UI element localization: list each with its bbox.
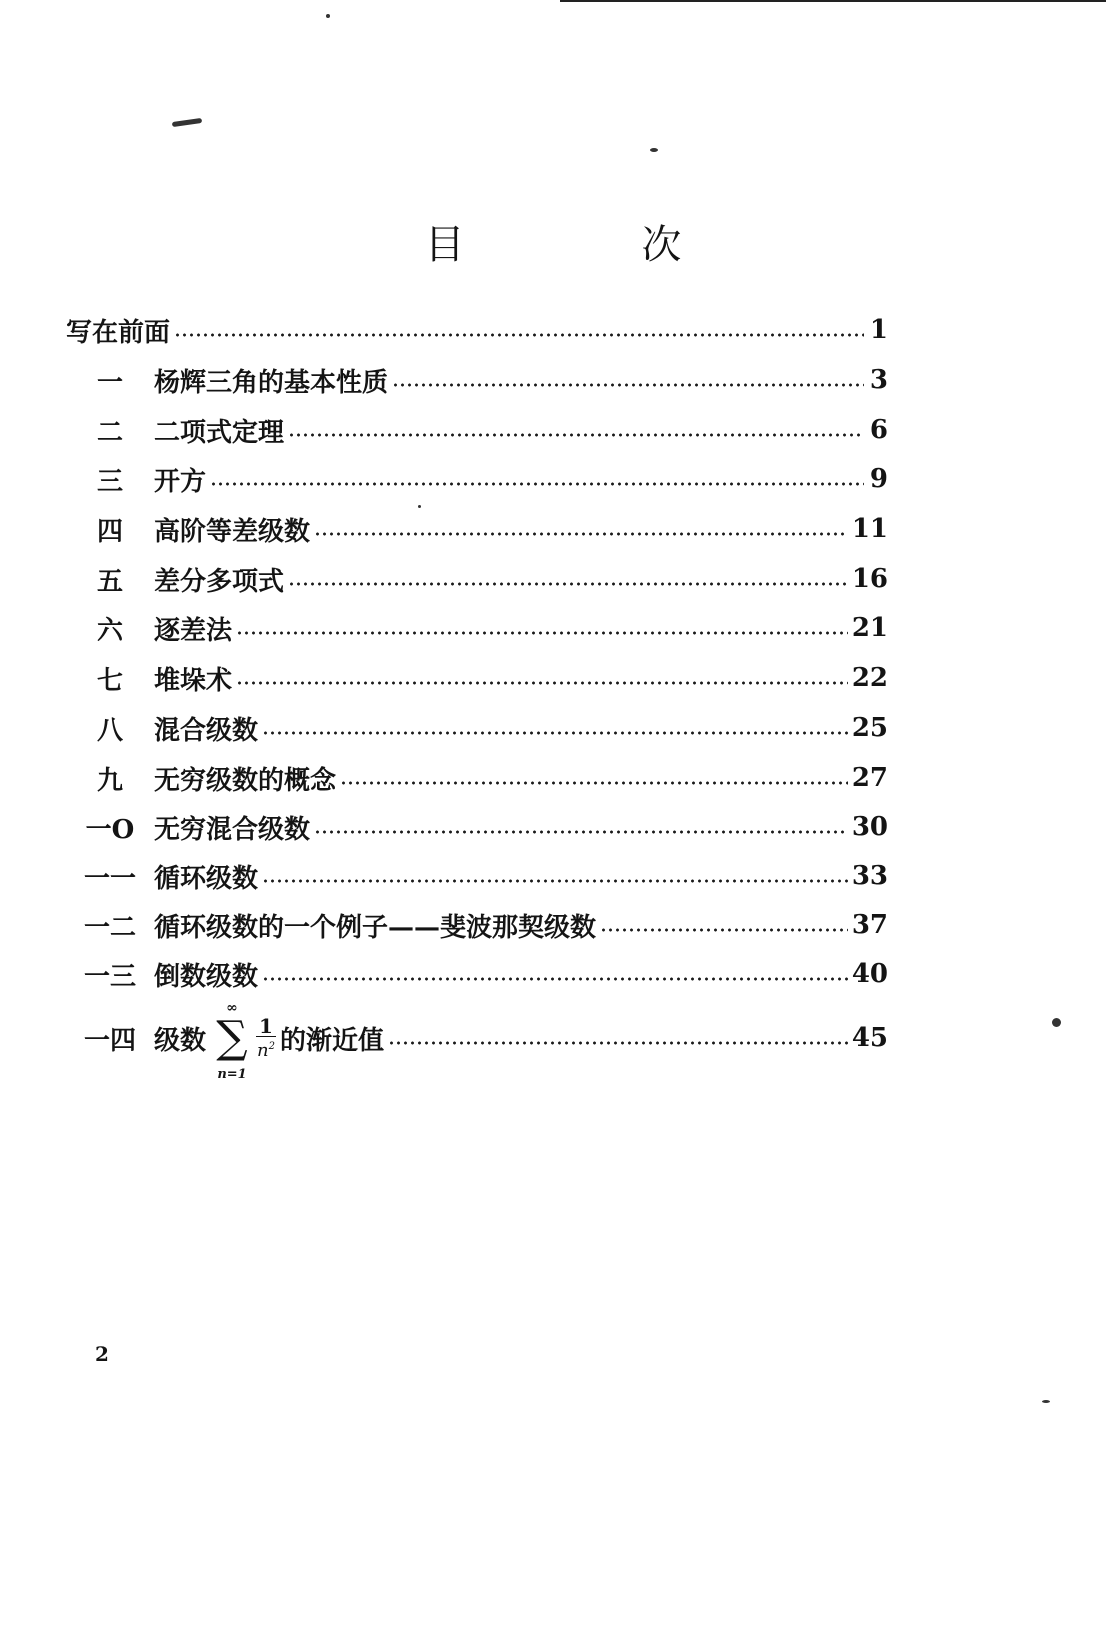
- toc-entry-number: 一一: [83, 863, 136, 894]
- toc-entry-label: 差分多项式: [154, 566, 285, 597]
- toc-entry: [66, 509, 888, 549]
- scan-speck: [1042, 1400, 1050, 1403]
- toc-entry-page: 1: [869, 315, 888, 345]
- fraction-numerator: 1: [256, 1016, 276, 1037]
- toc-entry-page: 40: [851, 959, 888, 989]
- toc-entry-page: 45: [851, 1023, 888, 1053]
- denominator-variable: n: [256, 1039, 269, 1061]
- toc-entry-number: 八: [96, 715, 123, 746]
- toc-entry-number: 三: [96, 466, 123, 497]
- toc-entry-number: 七: [96, 665, 123, 696]
- scan-speck: [1052, 1018, 1061, 1027]
- dot-leader: [262, 977, 848, 981]
- summation-lower-limit: n=1: [217, 1067, 247, 1082]
- toc-entry-number: 九: [96, 765, 123, 796]
- toc-entry-page: 25: [851, 713, 888, 743]
- toc-entry-number: 一四: [83, 1025, 136, 1056]
- toc-entry-label: 混合级数: [154, 715, 259, 746]
- scan-speck: [172, 118, 202, 127]
- toc-entry-label: 循环级数: [154, 863, 259, 894]
- summation-upper-limit: ∞: [226, 1000, 238, 1016]
- toc-entry-label: 无穷混合级数: [154, 814, 311, 845]
- scan-speck: [418, 505, 421, 508]
- toc-entry-number: 一: [96, 367, 123, 398]
- toc-entry: [66, 856, 888, 896]
- fraction: [256, 1013, 276, 1061]
- toc-entry-number: 一三: [83, 961, 136, 992]
- dot-leader: [340, 781, 848, 785]
- toc-entry-label: 高阶等差级数: [154, 516, 311, 547]
- toc-entry: [66, 758, 888, 798]
- toc-entry: [66, 708, 888, 748]
- toc-entry: [66, 459, 888, 499]
- toc-entry-label: 堆垛术: [154, 665, 233, 696]
- toc-entry-page: 21: [851, 613, 888, 643]
- toc-entry-page: 11: [851, 514, 888, 544]
- dot-leader: [600, 928, 848, 932]
- toc-entry: [66, 905, 888, 945]
- summation-sign: [210, 1000, 254, 1082]
- toc-entry-page: 33: [851, 861, 888, 891]
- toc-entry-label: 开方: [154, 466, 207, 497]
- toc-entry: [66, 807, 888, 847]
- toc-entry: [66, 954, 888, 994]
- dot-leader: [314, 532, 848, 536]
- toc-entry-number: 二: [96, 417, 123, 448]
- toc-entry-page: 27: [851, 763, 888, 793]
- toc-entry-page: 37: [851, 910, 888, 940]
- toc-entry: [66, 360, 888, 400]
- toc-entry-label-prefix: 级数: [154, 1025, 207, 1056]
- toc-entry-label: 二项式定理: [154, 417, 285, 448]
- dot-leader: [210, 482, 864, 486]
- sigma-symbol: ∑: [216, 1012, 248, 1063]
- dot-leader: [288, 582, 848, 586]
- scan-speck: [650, 148, 658, 152]
- dot-leader: [262, 879, 848, 883]
- toc-entry-page: 9: [869, 464, 888, 494]
- dot-leader: [288, 433, 864, 437]
- toc-entry: [66, 1000, 888, 1082]
- scan-speck: [326, 14, 330, 18]
- toc-entry-page: 16: [851, 564, 888, 594]
- dot-leader: [388, 1041, 848, 1045]
- toc-entry-label: 倒数级数: [154, 961, 259, 992]
- dot-leader: [236, 681, 848, 685]
- toc-entry-number: 一二: [83, 912, 136, 943]
- page-folio: 2: [95, 1342, 109, 1366]
- toc-entry-page: 6: [869, 415, 888, 445]
- toc-entry-label: 循环级数的一个例子——斐波那契级数: [154, 912, 597, 943]
- dot-leader: [174, 333, 864, 337]
- toc-entry: [66, 608, 888, 648]
- toc-entry: [66, 559, 888, 599]
- dot-leader: [392, 383, 864, 387]
- toc-entry-page: 30: [851, 812, 888, 842]
- toc-entry-label: 逐差法: [154, 615, 233, 646]
- toc-entry-page: 22: [851, 663, 888, 693]
- toc-entry-number: 五: [96, 566, 123, 597]
- dot-leader: [262, 731, 848, 735]
- toc-entry-number: 六: [96, 615, 123, 646]
- summation-formula: [210, 1000, 276, 1082]
- toc-entry-number: 一O: [85, 814, 135, 845]
- toc-entry-number: 四: [96, 516, 123, 547]
- fraction-denominator: [257, 1037, 275, 1061]
- toc-entry-label: 杨辉三角的基本性质: [154, 367, 389, 398]
- toc-entry-label: 写在前面: [66, 317, 171, 348]
- toc-entry-label-suffix: 的渐近值: [279, 1025, 384, 1056]
- toc-entry-page: 3: [869, 365, 888, 395]
- denominator-exponent: 2: [268, 1040, 275, 1052]
- dot-leader: [236, 631, 848, 635]
- scan-top-edge: [560, 0, 1106, 2]
- toc-entry: [66, 658, 888, 698]
- dot-leader: [314, 830, 848, 834]
- toc-entry-label: 无穷级数的概念: [154, 765, 337, 796]
- page-title: 目 次: [424, 221, 764, 268]
- toc-entry: [66, 410, 888, 450]
- toc-entry: [66, 310, 888, 350]
